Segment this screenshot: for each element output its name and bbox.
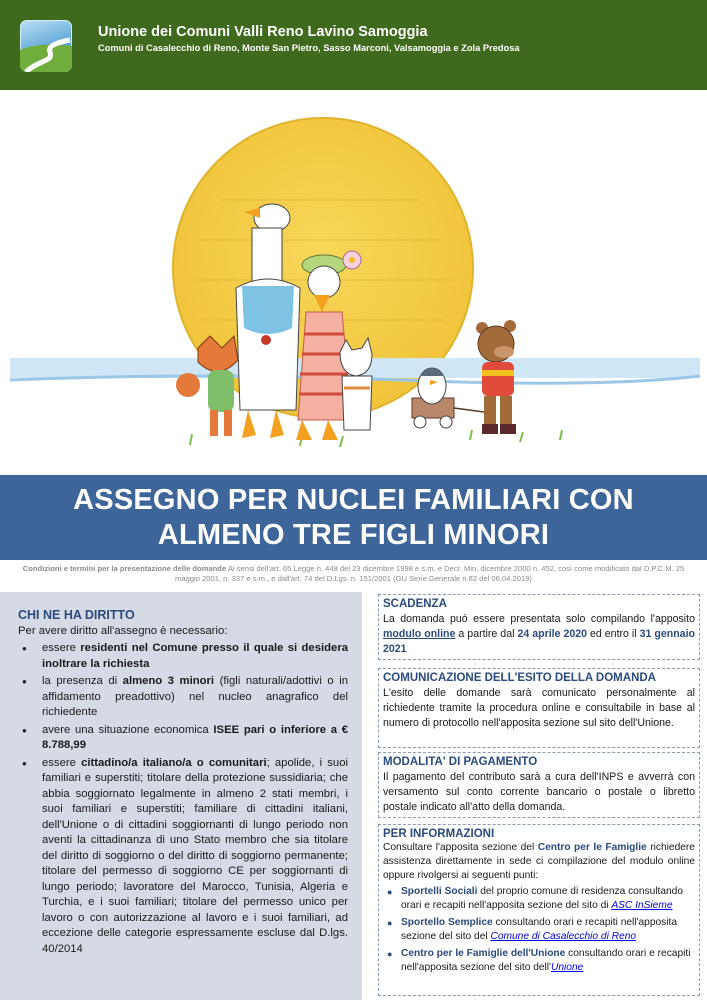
info-item: ● Sportelli Sociali del proprio comune di residenza consultando orari e recapiti nell'apposita sezione del sito di ASC InSieme [401, 885, 695, 913]
outcome-heading: COMUNICAZIONE DELL'ESITO DELLA DOMANDA [383, 672, 656, 684]
eligibility-intro: Per avere diritto all'assegno è necessario: [18, 624, 228, 637]
bear-illustration [476, 320, 516, 434]
info-intro: Consultare l'apposita sezione del Centro per le Famiglie richiedere assistenza direttamente in sede ci compilazione del modulo online oppure rivolgersi ai seguenti punti: [383, 842, 695, 881]
eligibility-item: ● essere cittadino/a italiano/a o comunitari; apolide, i suoi familiari e superstiti; titolare della protezione sussidiaria; che abbia soggiornato legalmente in almeno 2 stati membri, i suoi familiari e superstiti; familiare di cittadini italiani, dell'Unione o di cittadini soggiornanti di lungo periodo non aventi la cittadinanza di uno Stato membro che sia titolare del diritto di soggiorno o del diritto di soggiorno permanente; titolare del permesso di soggiorno CE per soggiornanti di lungo periodo; lavoratore del Marocco, Tunisia, Algeria e Turchia, e i suoi familiari; titolare del permesso unico per lavoro o con autorizzazione al lavoro e i suoi familiari, ad eccezione delle categorie espressamente escluse dal D.lgs. 40/2014 [32, 756, 348, 958]
org-name: Unione dei Comuni Valli Reno Lavino Samoggia [98, 24, 428, 40]
outcome-text: L'esito delle domande sarà comunicato personalmente al richiedente tramite la procedura online e consultabile in base al numero di protocollo nell'apposita sezione sul sito dell'Unione. [383, 687, 695, 729]
info-item: ● Sportello Semplice consultando orari e recapiti nell'apposita sezione del sito del Comune di Casalecchio di Reno [401, 916, 695, 944]
eligibility-item: ● essere residenti nel Comune presso il quale si desidera inoltrare la richiesta [32, 641, 348, 672]
outcome-box [378, 668, 700, 748]
fox-illustration [176, 336, 238, 436]
info-list [383, 885, 695, 975]
header-banner [0, 0, 707, 90]
org-municipalities: Comuni di Casalecchio di Reno, Monte San Pietro, Sasso Marconi, Valsamoggia e Zola Predosa [98, 43, 520, 53]
deadline-heading: SCADENZA [383, 598, 447, 610]
unione-link[interactable]: Unione [551, 962, 584, 973]
title-line-2: ALMENO TRE FIGLI MINORI [157, 519, 550, 551]
eligibility-item: ● avere una situazione economica ISEE pari o inferiore a € 8.788,99 [32, 723, 348, 754]
eligibility-heading: CHI NE HA DIRITTO [18, 608, 135, 622]
deadline-text: La domanda può essere presentata solo compilando l'apposito modulo online a partire dal 24 aprile 2020 ed entro il 31 gennaio 2021 [383, 613, 695, 655]
family-center-link[interactable]: Centro per le Famiglie [537, 842, 647, 853]
casalecchio-link[interactable]: Comune di Casalecchio di Reno [490, 931, 637, 942]
info-heading: PER INFORMAZIONI [383, 828, 495, 840]
title-band [0, 475, 707, 560]
river-valley-logo-icon [20, 20, 72, 72]
legal-reference [20, 564, 687, 584]
deadline-box [378, 594, 700, 660]
payment-text: Il pagamento del contributo sarà a cura dell'INPS e avverrà con versamento sul conto corrente bancario o postale o libretto postale indicato all'atto della domanda. [383, 771, 695, 813]
asc-insieme-link[interactable]: ASC InSieme [611, 900, 673, 911]
info-box [378, 824, 700, 996]
eligibility-list [18, 641, 348, 957]
legal-reference-text: Ai sensi dell'art. 65 Legge n. 448 del 23 dicembre 1998 e s.m. e Decr. Min. dicembre 2000 n. 452, così come modificato dal D.P.C.M. 25 maggio 2001, n. 337 e s.m., e dall'art. 74 del D.Lgs. n. 151/2001 (GU Serie Generale n.82 del 06.04.2019) [175, 564, 685, 583]
legal-reference-heading: Condizioni e termini per la presentazione delle domande [22, 564, 227, 573]
info-item: ● Centro per le Famiglie dell'Unione consultando orari e recapiti nell'apposita sezione del sito dell'Unione [401, 947, 695, 975]
payment-box [378, 752, 700, 818]
cat-illustration [340, 338, 372, 430]
eligibility-item: ● la presenza di almeno 3 minori (figli naturali/adottivi o in affidamento preadottivo) nel nucleo anagrafico del richiedente [32, 674, 348, 721]
payment-heading: MODALITA' DI PAGAMENTO [383, 756, 538, 768]
cover-illustration [0, 90, 707, 475]
eligibility-panel [0, 592, 362, 1000]
title-line-1: ASSEGNO PER NUCLEI FAMILIARI CON [73, 484, 634, 516]
online-form-link[interactable]: modulo online [383, 628, 456, 640]
